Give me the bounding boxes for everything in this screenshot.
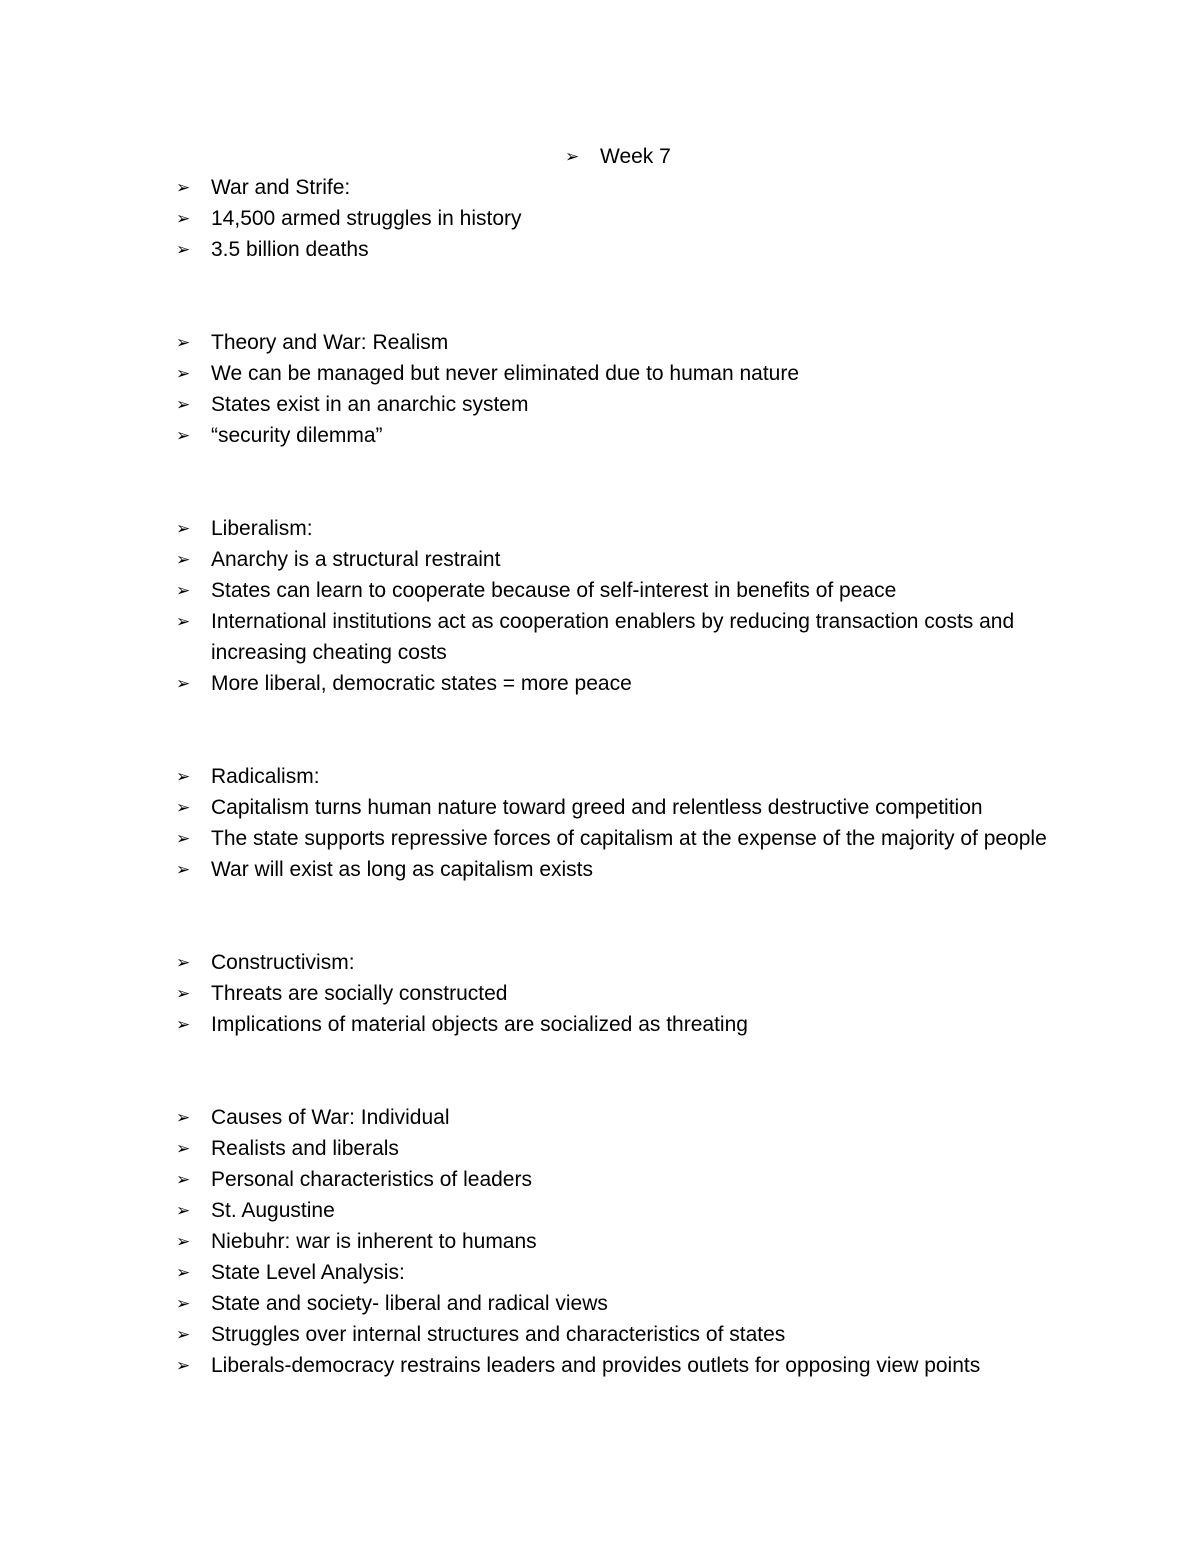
list-item-text: Niebuhr: war is inherent to humans [211, 1230, 537, 1253]
list-item [176, 668, 1056, 699]
bullet-list [176, 172, 1056, 1381]
list-item [176, 1257, 1056, 1288]
arrowhead-bullet-icon: ➢ [176, 984, 191, 1003]
arrowhead-bullet-icon: ➢ [176, 1170, 191, 1189]
bullet-group [176, 513, 1056, 699]
list-item-text: 3.5 billion deaths [211, 238, 369, 261]
list-item [176, 823, 1056, 854]
arrowhead-bullet-icon: ➢ [176, 1325, 191, 1344]
list-item [176, 358, 1056, 389]
list-item [176, 947, 1056, 978]
list-item [176, 1319, 1056, 1350]
list-item-text: Theory and War: Realism [211, 331, 449, 354]
list-item-text: We can be managed but never eliminated due to human nature [211, 362, 799, 385]
arrowhead-bullet-icon: ➢ [176, 209, 191, 228]
list-item [176, 327, 1056, 358]
list-item-text: Capitalism turns human nature toward greed and relentless destructive competition [211, 796, 983, 819]
arrowhead-bullet-icon: ➢ [176, 1015, 191, 1034]
list-item [176, 1102, 1056, 1133]
list-item [176, 792, 1056, 823]
list-item-text: 14,500 armed struggles in history [211, 207, 522, 230]
list-item [176, 854, 1056, 885]
arrowhead-bullet-icon: ➢ [176, 395, 191, 414]
list-item [176, 234, 1056, 265]
list-item-text: Threats are socially constructed [211, 982, 508, 1005]
arrowhead-bullet-icon: ➢ [176, 860, 191, 879]
arrowhead-bullet-icon: ➢ [176, 581, 191, 600]
list-item [176, 420, 1056, 451]
list-item [176, 606, 1056, 668]
list-item-text: Causes of War: Individual [211, 1106, 450, 1129]
arrowhead-bullet-icon: ➢ [176, 178, 191, 197]
list-item [176, 389, 1056, 420]
list-item-text: Implications of material objects are socialized as threating [211, 1013, 748, 1036]
list-item [176, 172, 1056, 203]
arrowhead-bullet-icon: ➢ [176, 1294, 191, 1313]
list-item-text: Personal characteristics of leaders [211, 1168, 532, 1191]
list-item-text: The state supports repressive forces of capitalism at the expense of the majority of people [211, 827, 1047, 850]
bullet-group [176, 327, 1056, 451]
list-item-text: Anarchy is a structural restraint [211, 548, 501, 571]
list-item-text: More liberal, democratic states = more peace [211, 672, 632, 695]
list-item [176, 1288, 1056, 1319]
page-title [565, 141, 671, 172]
arrowhead-bullet-icon: ➢ [176, 612, 191, 631]
list-item-text: States can learn to cooperate because of self-interest in benefits of peace [211, 579, 897, 602]
arrowhead-bullet-icon: ➢ [176, 674, 191, 693]
arrowhead-bullet-icon: ➢ [176, 1263, 191, 1282]
bullet-group [176, 172, 1056, 265]
list-item-text: War will exist as long as capitalism exists [211, 858, 593, 881]
list-item-text: Realists and liberals [211, 1137, 399, 1160]
list-item-text: Struggles over internal structures and characteristics of states [211, 1323, 786, 1346]
list-item-text: States exist in an anarchic system [211, 393, 529, 416]
arrowhead-bullet-icon: ➢ [565, 147, 580, 166]
arrowhead-bullet-icon: ➢ [176, 798, 191, 817]
arrowhead-bullet-icon: ➢ [176, 240, 191, 259]
arrowhead-bullet-icon: ➢ [176, 953, 191, 972]
arrowhead-bullet-icon: ➢ [176, 426, 191, 445]
list-item [176, 513, 1056, 544]
arrowhead-bullet-icon: ➢ [176, 1201, 191, 1220]
bullet-group [176, 1102, 1056, 1381]
list-item [176, 544, 1056, 575]
list-item [176, 1164, 1056, 1195]
bullet-group [176, 947, 1056, 1040]
list-item [176, 1226, 1056, 1257]
list-item [176, 1009, 1056, 1040]
title-text: Week 7 [600, 144, 671, 168]
arrowhead-bullet-icon: ➢ [176, 519, 191, 538]
list-item [176, 1350, 1056, 1381]
list-item-text: “security dilemma” [211, 424, 383, 447]
arrowhead-bullet-icon: ➢ [176, 1356, 191, 1375]
list-item-text: Radicalism: [211, 765, 320, 788]
list-item [176, 203, 1056, 234]
list-item-text: St. Augustine [211, 1199, 335, 1222]
list-item [176, 761, 1056, 792]
arrowhead-bullet-icon: ➢ [176, 550, 191, 569]
arrowhead-bullet-icon: ➢ [176, 1232, 191, 1251]
arrowhead-bullet-icon: ➢ [176, 364, 191, 383]
arrowhead-bullet-icon: ➢ [176, 1108, 191, 1127]
list-item-text: Constructivism: [211, 951, 355, 974]
bullet-group [176, 761, 1056, 885]
list-item-text: War and Strife: [211, 176, 351, 199]
list-item-text: State and society- liberal and radical views [211, 1292, 608, 1315]
list-item-text: Liberals-democracy restrains leaders and provides outlets for opposing view points [211, 1354, 981, 1377]
arrowhead-bullet-icon: ➢ [176, 1139, 191, 1158]
list-item-text: State Level Analysis: [211, 1261, 405, 1284]
list-item-text: International institutions act as cooperation enablers by reducing transaction costs and increasing cheating costs [211, 610, 1015, 664]
list-item [176, 978, 1056, 1009]
arrowhead-bullet-icon: ➢ [176, 767, 191, 786]
arrowhead-bullet-icon: ➢ [176, 333, 191, 352]
list-item [176, 575, 1056, 606]
list-item [176, 1133, 1056, 1164]
arrowhead-bullet-icon: ➢ [176, 829, 191, 848]
list-item [176, 1195, 1056, 1226]
list-item-text: Liberalism: [211, 517, 313, 540]
